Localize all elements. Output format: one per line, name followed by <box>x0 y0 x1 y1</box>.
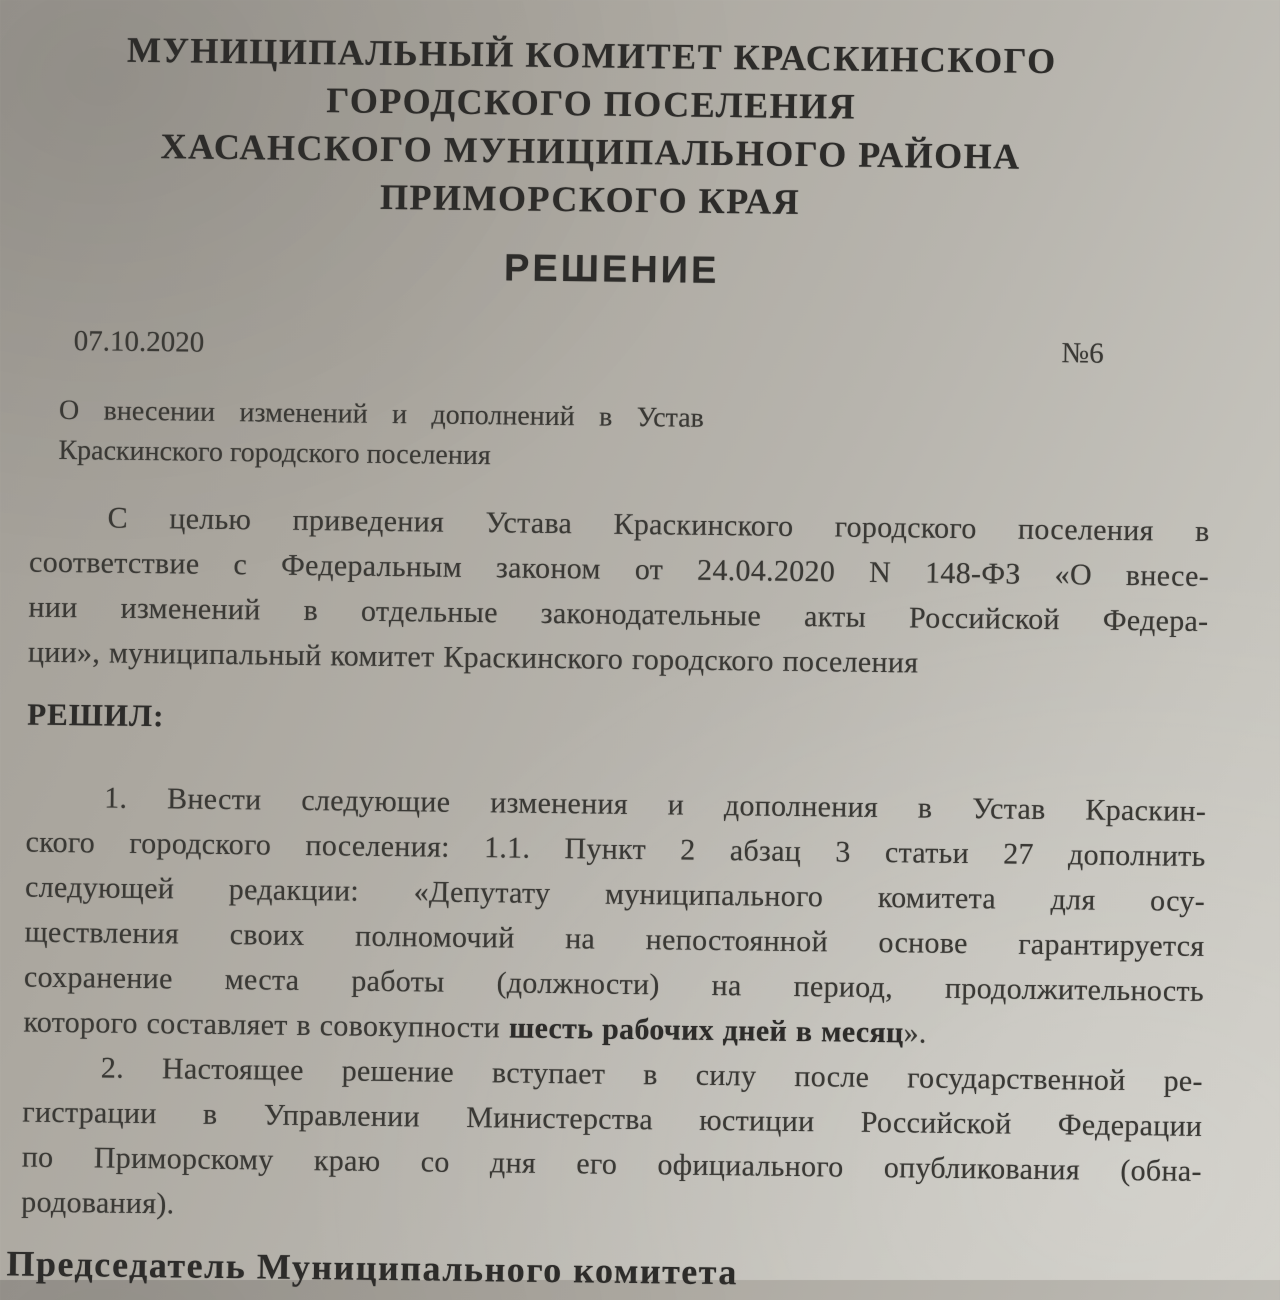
text-segment: гистрации в Управлении Министерства юстиции Российской Федерации <box>22 1095 1203 1143</box>
header-line: ПРИМОРСКОГО КРАЯ <box>379 176 801 222</box>
resolved-label: РЕШИЛ: <box>27 696 165 734</box>
text-segment: 1. Внести следующие изменения и дополнения в Устав Краскин- <box>104 781 1207 828</box>
signature-title: Председатель Муниципального комитета <box>6 1243 739 1293</box>
text-segment: которого составляет в совокупности <box>23 1005 510 1045</box>
text-segment: по Приморскому краю со дня его официального опубликования (обна- <box>21 1140 1202 1188</box>
text-segment: ции», муниципальный комитет Краскинского городского поселения <box>27 635 919 680</box>
text-segment: ». <box>903 1016 927 1050</box>
header-line: ГОРОДСКОГО ПОСЕЛЕНИЯ <box>326 80 857 127</box>
text-segment: ществления своих полномочий на непостоянной основе гарантируется <box>24 915 1205 963</box>
text-segment: соответствие с Федеральным законом от 24.04.2020 N 148-ФЗ «О внесе- <box>28 545 1210 593</box>
text-segment: родования). <box>21 1185 175 1221</box>
header-line: ХАСАНСКОГО МУНИЦИПАЛЬНОГО РАЙОНА <box>160 126 1021 177</box>
text-segment: О внесении изменений и дополнений в Устав <box>58 394 705 434</box>
meta-row <box>0 322 1276 374</box>
bold-text-segment: шесть рабочих дней в месяц <box>508 1011 904 1050</box>
text-segment: Краскинского городского поселения <box>58 434 491 472</box>
document-type-title: РЕШЕНИЕ <box>503 247 720 292</box>
organization-header <box>0 0 1280 232</box>
decision-item-1 <box>23 775 1206 1059</box>
document-number: №6 <box>1061 337 1104 370</box>
text-segment: нии изменений в отдельные законодательные акты Российской Федера- <box>28 590 1209 638</box>
text-segment: следующей редакции: «Депутату муниципального комитета для осу- <box>24 870 1206 918</box>
header-line: МУНИЦИПАЛЬНЫЙ КОМИТЕТ КРАСКИНСКОГО <box>126 29 1057 82</box>
document-date: 07.10.2020 <box>73 325 205 359</box>
text-segment: 2. Настоящее решение вступает в силу после государственной ре- <box>100 1051 1204 1098</box>
text-segment: ского городского поселения: 1.1. Пункт 2 абзац 3 статьи 27 дополнить <box>25 825 1206 873</box>
preamble-paragraph <box>28 495 1210 689</box>
text-segment: С целью приведения Устава Краскинского городского поселения в <box>107 501 1210 548</box>
decision-item-2 <box>21 1045 1203 1239</box>
text-segment: сохранение места работы (должности) на период, продолжительность <box>23 960 1205 1008</box>
text-line <box>58 431 703 479</box>
document-subject <box>58 391 704 479</box>
